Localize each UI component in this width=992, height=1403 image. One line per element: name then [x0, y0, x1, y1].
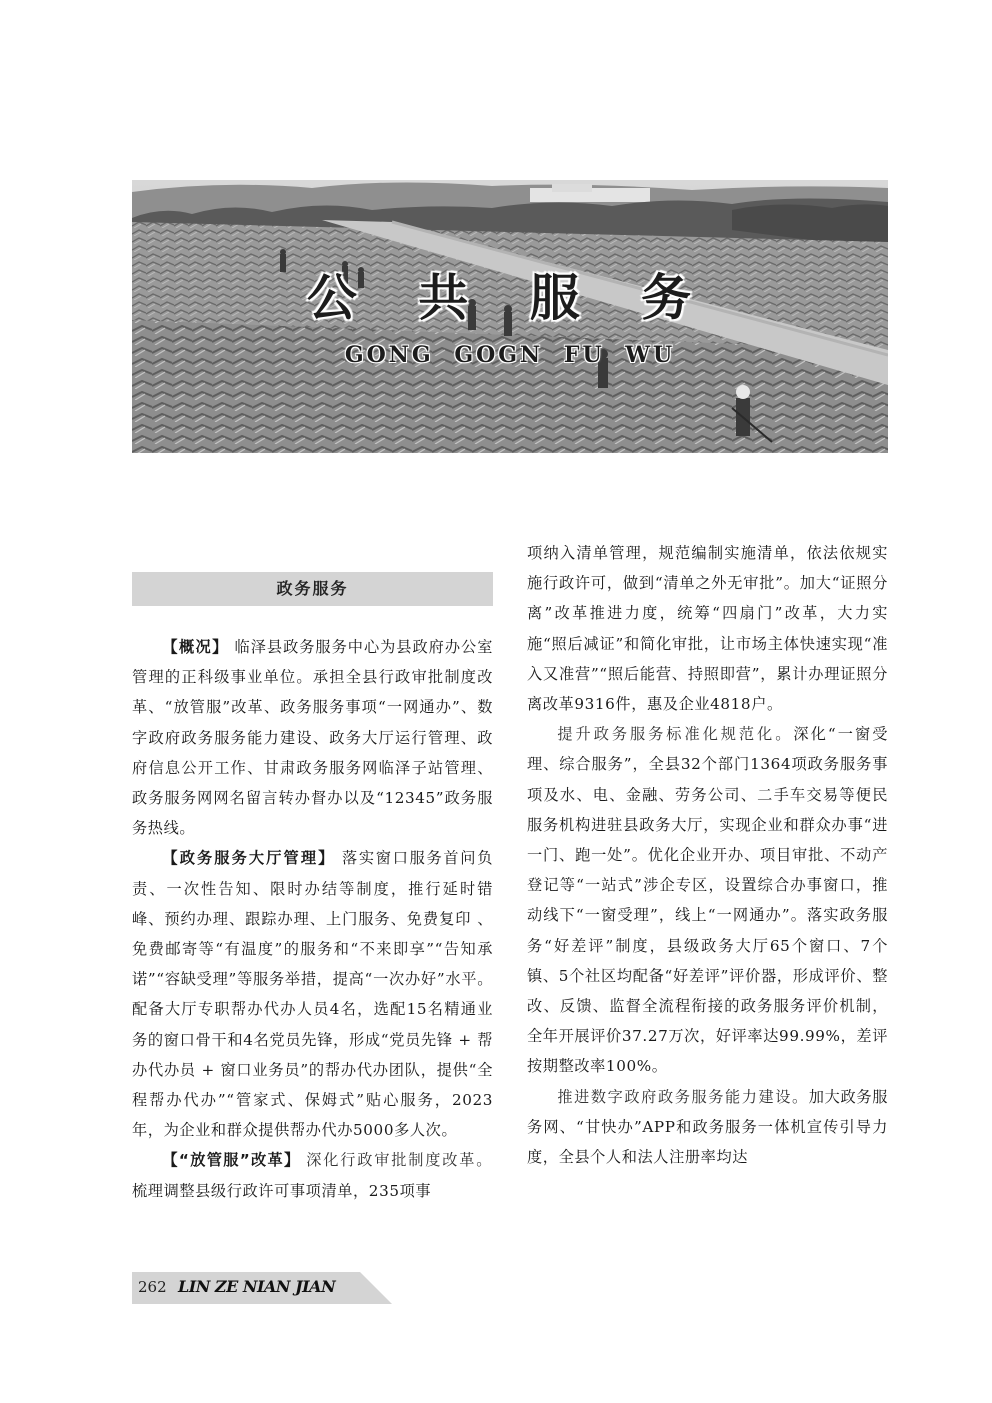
- paragraph-reform: [132, 1145, 493, 1205]
- paragraph-continuation: 项纳入清单管理，规范编制实施清单，依法依规实施行政许可，做到“清单之外无审批”。加大“证照分离”改革推进力度，统筹“四扇门”改革，大力实施“照后减证”和简化审批，让市场主体快速实现“准入又准营”“照后能营、持照即营”，累计办理证照分离改革9316件，惠及企业4818户。: [527, 544, 888, 714]
- banner-photo: [132, 180, 888, 453]
- subheading: 推进数字政府政务服务能力建设。: [557, 1087, 809, 1106]
- footer-brand: LIN ZE NIAN JIAN: [178, 1277, 336, 1296]
- paragraph-label: 【概况】: [162, 638, 229, 656]
- paragraph-hall-management: [132, 843, 493, 1145]
- paragraph-text: 深化“一窗受理、综合服务”，全县32个部门1364项政务服务事项及水、电、金融、劳务公司、二手车交易等便民服务机构进驻县政务大厅，实现企业和群众办事“进一门、跑一处”。优化企业开办、项目审批、不动产登记等“一站式”涉企专区，设置综合办事窗口，推动线下“一窗受理”，线上“一网通办”。落实政务服务“好差评”制度，县级政务大厅65个窗口、7个镇、5个社区均配备“好差评”评价器，形成评价、整改、反馈、监督全流程衔接的政务服务评价机制，全年开展评价37.27万次，好评率达99.99%，差评按期整改率100%。: [527, 725, 888, 1076]
- section-heading: 政务服务: [132, 572, 493, 606]
- banner-subtitle: GONG GOGN FU WU: [344, 342, 676, 368]
- paragraph-digital-government: [527, 1082, 888, 1173]
- paragraph-text: 临泽县政务服务中心为县政府办公室管理的正科级事业单位。承担全县行政审批制度改革、“放管服”改革、政务服务事项“一网通办”、数字政府政务服务能力建设、政务大厅运行管理、政府信息公开工作、甘肃政务服务网临泽子站管理、政务服务网网名留言转办督办以及“12345”政务服务热线。: [132, 638, 493, 838]
- paragraph-overview: [132, 632, 493, 843]
- left-column: [132, 632, 493, 1206]
- subheading: 提升政务服务标准化规范化。: [557, 725, 794, 744]
- paragraph-text: 落实窗口服务首问负责、一次性告知、限时办结等制度，推行延时错峰、预约办理、跟踪办理、上门服务、免费复印 、免费邮寄等“有温度”的服务和“不来即享”“告知承诺”“容缺受理”等服务举措，提高“一次办好”水平。配备大厅专职帮办代办人员4名，选配15名精通业务的窗口骨干和4名党员先锋，形成“党员先锋 + 帮办代办员 + 窗口业务员”的帮办代办团队，提供“全程帮办代办”“管家式、保姆式”贴心服务，2023年，为企业和群众提供帮办代办5000多人次。: [132, 849, 493, 1140]
- paragraph-label: 【政务服务大厅管理】: [162, 849, 336, 868]
- right-column: [527, 538, 888, 1172]
- paragraph-text: 加大政务服务网、“甘快办”APP和政务服务一体机宣传引导力度，全县个人和法人注册率均达: [527, 1087, 889, 1167]
- paragraph-label: 【“放管服”改革】: [162, 1151, 301, 1170]
- subheading: 深化行政审批制度改革。: [306, 1151, 493, 1170]
- paragraph-standardization: [527, 719, 888, 1081]
- paragraph-text: 梳理调整县级行政许可事项清单，235项事: [132, 1181, 432, 1200]
- page-number: 262: [138, 1278, 167, 1296]
- banner-title: 公 共 服 务: [306, 269, 714, 327]
- page-footer: [132, 1272, 392, 1304]
